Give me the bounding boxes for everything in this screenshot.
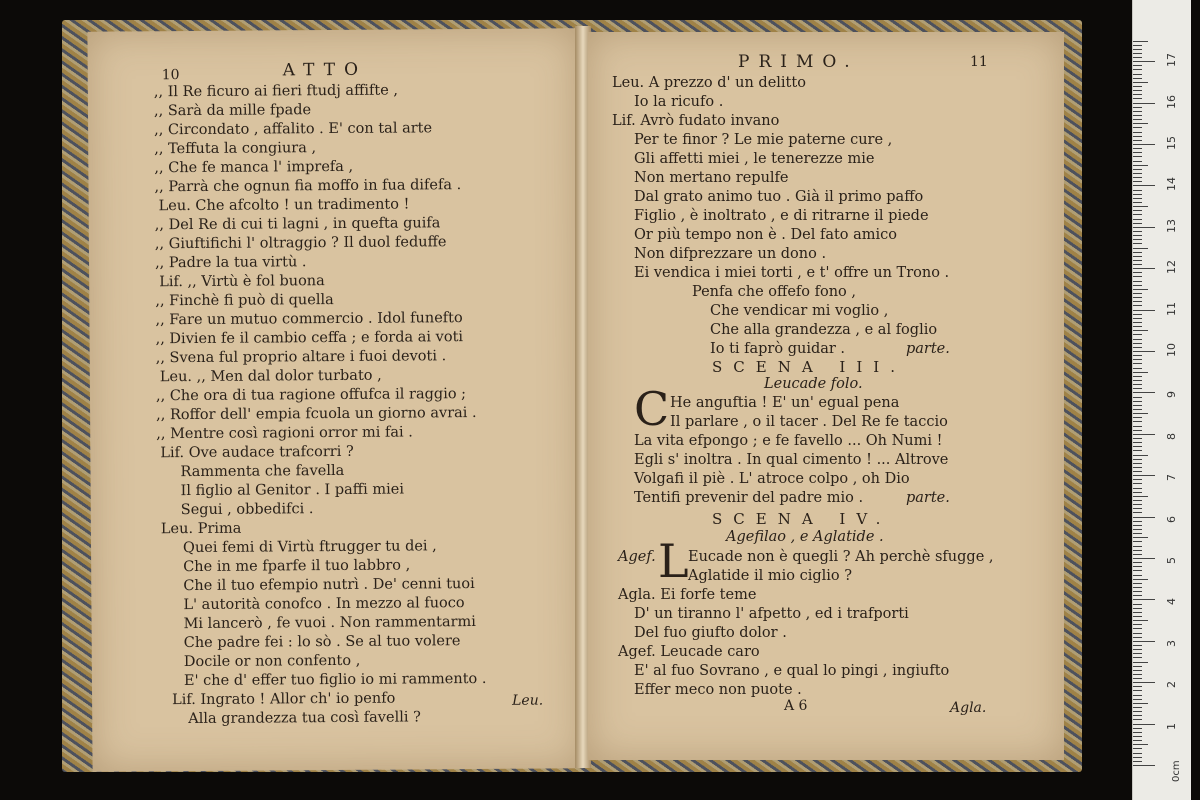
ruler-tick [1133,397,1142,398]
ruler-tick [1133,330,1148,331]
ruler-tick [1133,49,1142,50]
ruler-tick [1133,372,1148,373]
ruler-tick [1133,728,1142,729]
ruler-tick [1133,438,1142,439]
ruler-tick [1133,417,1142,418]
ruler-tick [1133,715,1142,716]
ruler-tick [1133,322,1142,323]
ruler-tick [1133,641,1155,642]
ruler-tick [1133,711,1142,712]
ruler-tick [1133,260,1142,261]
ruler-tick [1133,459,1142,460]
ruler-tick [1133,53,1142,54]
ruler-tick [1133,521,1142,522]
ruler-tick [1133,430,1142,431]
ruler-tick [1133,289,1148,290]
ruler-tick [1133,533,1142,534]
ruler-tick [1133,388,1142,389]
scena-3-persons: Leucade folo. [764,376,863,392]
right-catchword: Agla. [950,700,987,716]
left-running-head: ATTO [282,59,368,81]
ruler-tick [1133,690,1142,691]
ruler-tick [1133,297,1142,298]
ruler-tick [1133,132,1142,133]
ruler-number: 10 [1165,343,1178,357]
ruler-tick [1133,483,1142,484]
ruler-number: 14 [1165,177,1178,192]
text-line: He anguftia ! E' un' egual pena [670,395,900,411]
text-line: Figlio , è inoltrato , e di ritrarne il piede [634,208,929,224]
ruler-tick [1133,434,1155,435]
text-line: parte. [906,490,950,506]
text-line: Volgafi il piè . L' atroce colpo , oh Dio [634,471,910,487]
text-line: ,, Che fe manca l' imprefa , [154,158,354,177]
ruler-tick [1133,446,1142,447]
text-line: Lif. Avrò fudato invano [612,113,780,129]
ruler-tick [1133,442,1142,443]
scena-4-heading: SCENA IV. [712,510,892,528]
text-line: Leu. Prima [160,520,242,538]
ruler-number: 9 [1165,391,1178,399]
ruler-tick [1133,45,1142,46]
ruler-tick [1133,546,1142,547]
ruler-tick [1133,165,1148,166]
ruler-tick [1133,703,1148,704]
text-line: Non mertano repulfe [634,170,789,186]
ruler-number: 3 [1165,639,1178,647]
ruler-tick [1133,256,1142,257]
ruler-tick [1133,119,1142,120]
text-line: Agla. Ei forfe teme [618,587,757,603]
ruler-number: 4 [1165,598,1178,606]
text-line: Segui , obbedifci . [180,501,314,519]
text-line: Io ti faprò guidar . [710,341,846,357]
ruler-tick [1133,736,1142,737]
ruler-tick [1133,467,1142,468]
ruler-tick [1133,368,1142,369]
ruler-tick [1133,235,1142,236]
ruler-tick [1133,421,1142,422]
ruler-tick [1133,392,1155,393]
ruler-tick [1133,695,1142,696]
ruler-tick [1133,69,1142,70]
ruler-tick [1133,334,1142,335]
ruler-tick [1133,181,1142,182]
ruler-tick [1133,363,1142,364]
ruler-tick [1133,65,1142,66]
ruler-tick [1133,177,1142,178]
text-line: Gli affetti miei , le tenerezze mie [634,151,875,167]
ruler-number: 13 [1165,218,1178,233]
ruler-tick [1133,570,1142,571]
ruler-tick [1133,219,1142,220]
ruler-number: 6 [1165,515,1178,523]
text-line: Non difprezzare un dono . [634,246,827,262]
ruler-tick [1133,500,1142,501]
ruler-tick [1133,152,1142,153]
ruler-tick [1133,268,1155,269]
ruler-tick [1133,633,1142,634]
ruler-tick [1133,740,1142,741]
ruler-tick [1133,61,1155,62]
ruler-unit: 0cm [1171,760,1182,782]
left-catchword: Leu. [512,692,544,709]
text-line: ,, Parrà che ognun fia moffo in fua difefa . [154,177,462,196]
ruler-tick [1133,326,1142,327]
ruler-tick [1133,707,1142,708]
ruler-tick [1133,318,1142,319]
ruler-tick [1133,115,1142,116]
ruler-number: 8 [1165,432,1178,440]
ruler-tick [1133,82,1148,83]
text-line: Leu. ,, Men dal dolor turbato , [159,367,382,386]
ruler-tick [1133,678,1142,679]
right-folio: 11 [970,54,988,70]
ruler-tick [1133,248,1148,249]
ruler-tick [1133,359,1142,360]
ruler-tick [1133,599,1155,600]
ruler-tick [1133,355,1142,356]
ruler-tick [1133,413,1148,414]
text-line: ,, Padre la tua virtù . [154,254,307,272]
ruler-tick [1133,94,1142,95]
ruler-number: 15 [1165,136,1178,150]
ruler-tick [1133,637,1142,638]
ruler-number: 11 [1165,301,1178,316]
text-line: E' al fuo Sovrano , e qual lo pingi , ingiufto [634,663,950,679]
ruler-tick [1133,616,1142,617]
ruler-tick [1133,761,1142,762]
ruler-tick [1133,140,1142,141]
ruler-tick [1133,463,1142,464]
ruler-tick [1133,310,1155,311]
ruler-tick [1133,169,1142,170]
text-line: Che il tuo efempio nutrì . De' cenni tuoi [183,576,475,595]
ruler-tick [1133,488,1142,489]
ruler-tick [1133,475,1155,476]
text-line: La vita efpongo ; e fe favello ... Oh Numi ! [634,433,943,449]
text-line: Penfa che offefo fono , [692,284,856,300]
ruler-tick [1133,281,1142,282]
ruler-tick [1133,724,1155,725]
text-line: Aglatide il mio ciglio ? [688,568,853,584]
ruler-tick [1133,107,1142,108]
ruler-tick [1133,264,1142,265]
text-line: Il figlio al Genitor . I paffi miei [180,481,404,500]
ruler-tick [1133,252,1142,253]
ruler-tick [1133,554,1142,555]
ruler-tick [1133,508,1142,509]
ruler-tick [1133,380,1142,381]
ruler-tick [1133,41,1148,42]
ruler-tick [1133,620,1148,621]
ruler-tick [1133,682,1155,683]
ruler-tick [1133,529,1142,530]
ruler-tick [1133,744,1148,745]
ruler-tick [1133,492,1142,493]
text-line: ,, Il Re ficuro ai fieri ftudj affifte , [153,82,399,101]
ruler-tick [1133,587,1142,588]
ruler-tick [1133,339,1142,340]
ruler-tick [1133,662,1148,663]
ruler-tick [1133,405,1142,406]
scena-3-heading: SCENA III. [712,358,906,376]
ruler-tick [1133,123,1148,124]
text-line: ,, Giuftifichi l' oltraggio ? Il duol feduffe [154,234,447,253]
ruler-tick [1133,293,1142,294]
ruler-tick [1133,227,1155,228]
ruler-tick [1133,343,1142,344]
ruler-tick [1133,517,1155,518]
ruler-number: 2 [1165,681,1178,689]
ruler-tick [1133,384,1142,385]
ruler-tick [1133,748,1142,749]
ruler-tick [1133,156,1142,157]
ruler-tick [1133,78,1142,79]
ruler-tick [1133,90,1142,91]
text-line: Effer meco non puote . [634,682,802,698]
ruler-tick [1133,194,1142,195]
ruler-tick [1133,173,1142,174]
ruler-tick [1133,719,1142,720]
ruler-tick [1133,583,1142,584]
ruler-tick [1133,111,1142,112]
text-line: Docile or non confento , [183,652,361,671]
ruler-number: 5 [1165,557,1178,564]
text-line: Leu. A prezzo d' un delitto [612,75,806,91]
ruler-tick [1133,670,1142,671]
ruler-tick [1133,579,1148,580]
ruler-tick [1133,628,1142,629]
ruler-tick [1133,674,1142,675]
ruler-tick [1133,206,1148,207]
ruler-tick [1133,512,1142,513]
ruler-tick [1133,239,1142,240]
text-line: ,, Divien fe il cambio ceffa ; e forda ai voti [155,329,464,348]
ruler-tick [1133,214,1142,215]
text-line: ,, Roffor dell' empia fcuola un giorno avrai . [156,405,477,424]
text-line: ,, Mentre così ragioni orror mi fai . [156,424,413,443]
ruler-tick [1133,562,1142,563]
ruler-tick [1133,757,1142,758]
ruler-tick [1133,686,1142,687]
text-line: Per te finor ? Le mie paterne cure , [634,132,893,148]
ruler-tick [1133,127,1142,128]
ruler-tick [1133,471,1142,472]
ruler-tick [1133,272,1142,273]
ruler-number: 7 [1165,474,1178,482]
text-line: E' che d' effer tuo figlio io mi rammento . [183,670,487,690]
ruler-tick [1133,98,1142,99]
text-line: Lif. ,, Virtù è fol buona [159,273,325,291]
ruler-tick [1133,305,1142,306]
text-line: ,, Del Re di cui ti lagni , in quefta guifa [154,215,441,234]
ruler-tick [1133,504,1142,505]
text-line: ,, Che ora di tua ragione offufca il raggio ; [155,386,467,405]
text-line: L' autorità conofco . In mezzo al fuoco [183,595,465,614]
ruler-tick [1133,612,1142,613]
scena-4-persons: Agefilao , e Aglatide . [726,529,884,545]
ruler-tick [1133,185,1155,186]
text-line: Che in me fparfe il tuo labbro , [183,557,411,576]
ruler-tick [1133,653,1142,654]
ruler-number: 17 [1165,53,1178,68]
right-running-head: PRIMO. [738,52,859,72]
ruler-tick [1133,666,1142,667]
text-line: ,, Fare un mutuo commercio . Idol funefto [155,310,463,329]
ruler-tick [1133,161,1142,162]
text-line: ,, Svena ful proprio altare i fuoi devoti . [155,348,447,367]
ruler-tick [1133,426,1142,427]
ruler-tick [1133,347,1142,348]
text-line: Eucade non è quegli ? Ah perchè sfugge , [688,549,994,565]
text-line: Agef. Leucade caro [618,644,760,660]
measuring-ruler [1132,0,1191,800]
ruler-tick [1133,595,1142,596]
ruler-tick [1133,223,1142,224]
text-line: Lif. Ingrato ! Allor ch' io penfo [172,690,396,709]
scena-4-dropcap: L [658,534,689,588]
ruler-tick [1133,455,1148,456]
ruler-tick [1133,103,1155,104]
text-line: Tentifi prevenir del padre mio . [634,490,864,506]
ruler-tick [1133,148,1142,149]
ruler-tick [1133,243,1142,244]
ruler-tick [1133,550,1142,551]
ruler-tick [1133,699,1142,700]
ruler-tick [1133,604,1142,605]
text-line: ,, Sarà da mille fpade [153,102,312,120]
text-line: ,, Circondato , affalito . E' con tal arte [154,120,433,139]
ruler-number: 12 [1165,260,1178,275]
text-line: Che vendicar mi voglio , [710,303,889,319]
signature-mark: A 6 [784,698,808,714]
ruler-tick [1133,401,1142,402]
text-line: Leu. Che afcolto ! un tradimento ! [158,196,410,215]
ruler-tick [1133,753,1142,754]
ruler-tick [1133,657,1142,658]
left-page [87,28,582,771]
ruler-tick [1133,144,1155,145]
text-line: Dal grato animo tuo . Già il primo paffo [634,189,924,205]
ruler-tick [1133,732,1142,733]
ruler-tick [1133,202,1142,203]
scena-3-dropcap: C [634,382,670,436]
text-line: Rammenta che favella [180,462,345,481]
ruler-tick [1133,591,1142,592]
ruler-tick [1133,136,1142,137]
text-line: Lif. Ove audace trafcorri ? [160,443,354,462]
ruler-tick [1133,624,1142,625]
ruler-tick [1133,525,1142,526]
text-line: ,, Teffuta la congiura , [154,140,317,158]
text-line: Mi lancerò , fe vuoi . Non rammentarmi [183,614,476,633]
ruler-number: 16 [1165,94,1178,109]
ruler-tick [1133,276,1142,277]
text-line: Quei femi di Virtù ftrugger tu dei , [182,538,437,557]
ruler-tick [1133,608,1142,609]
ruler-tick [1133,57,1142,58]
ruler-tick [1133,409,1142,410]
text-line: D' un tiranno l' afpetto , ed i trafporti [634,606,909,622]
text-line: Ei vendica i miei torti , e t' offre un Trono . [634,265,950,281]
text-line: Alla grandezza tua così favelli ? [188,709,421,728]
ruler-tick [1133,190,1142,191]
text-line: Io la ricufo . [634,94,724,110]
ruler-tick [1133,765,1155,766]
text-line: Che alla grandezza , e al foglio [710,322,938,338]
ruler-tick [1133,450,1142,451]
ruler-tick [1133,566,1142,567]
ruler-number: 1 [1165,722,1178,730]
ruler-tick [1133,210,1142,211]
ruler-tick [1133,301,1142,302]
ruler-tick [1133,496,1148,497]
text-line: Del fuo giufto dolor . [634,625,787,641]
ruler-tick [1133,376,1142,377]
ruler-tick [1133,285,1142,286]
text-line: parte. [906,341,950,357]
text-line: Che padre fei : lo sò . Se al tuo volere [183,633,461,652]
ruler-tick [1133,649,1142,650]
text-line: Il parlare , o il tacer . Del Re fe taccio [670,414,948,430]
ruler-tick [1133,86,1142,87]
ruler-tick [1133,537,1148,538]
ruler-tick [1133,558,1155,559]
ruler-tick [1133,645,1142,646]
text-line: ,, Finchè fi può di quella [155,292,334,310]
ruler-tick [1133,479,1142,480]
ruler-tick [1133,198,1142,199]
ruler-tick [1133,74,1142,75]
ruler-tick [1133,314,1142,315]
ruler-tick [1133,351,1155,352]
text-line: Or più tempo non è . Del fato amico [634,227,898,243]
text-line: Agef. [618,549,656,565]
text-line: Egli s' inoltra . In qual cimento ! ... Altrove [634,452,949,468]
ruler-tick [1133,541,1142,542]
left-folio: 10 [161,67,180,84]
right-page [588,32,1064,760]
ruler-tick [1133,231,1142,232]
ruler-tick [1133,575,1142,576]
